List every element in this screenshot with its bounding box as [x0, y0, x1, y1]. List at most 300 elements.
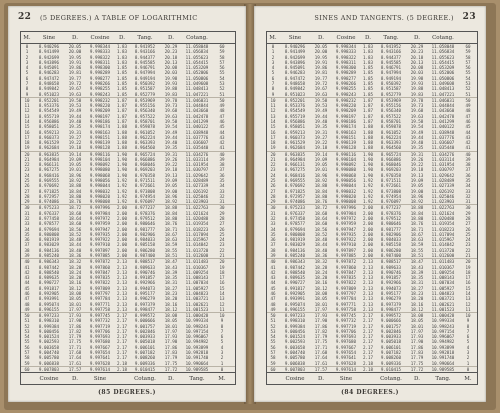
table-cell: 9.997745: [89, 313, 111, 319]
table-cell: 30: [465, 205, 471, 211]
table-cell: 10.994982: [431, 339, 455, 345]
table-cell: 11.001523: [185, 306, 209, 312]
table-cell: 18.43: [164, 264, 178, 270]
table-cell: 2.18: [362, 366, 374, 372]
table-cell: 0: [25, 44, 29, 49]
table-cell: 8.985240: [284, 252, 306, 258]
table-cell: 9.997732: [335, 318, 357, 324]
table-cell: 2.17: [116, 339, 128, 345]
table-cell: 2.17: [116, 328, 128, 334]
table-cell: 8.973808: [380, 188, 402, 194]
table-cell: 17.57: [314, 366, 328, 372]
table-cell: 37: [270, 242, 276, 248]
table-cell: 11.007034: [185, 280, 209, 286]
table-cell: 8.976337: [38, 210, 60, 216]
table-cell: 11.029642: [185, 172, 209, 178]
table-cell: 11.029642: [431, 172, 455, 178]
table-cell: 8.941499: [38, 49, 60, 55]
table-cell: 9.998032: [89, 188, 111, 194]
table-cell: 9.997860: [89, 264, 111, 270]
table-cell: 8.992905: [38, 290, 60, 296]
table-cell: 1.88: [116, 134, 128, 140]
table-cell: 31: [465, 199, 471, 205]
table-cell: 19.44: [410, 134, 424, 140]
table-cell: 11.010367: [431, 264, 455, 270]
table-cell: 4: [466, 344, 470, 350]
table-cell: 8.995074: [284, 301, 306, 307]
table-cell: 11.014842: [431, 242, 455, 248]
table-cell: 8.989633: [134, 264, 156, 270]
table-cell: 6: [220, 334, 224, 340]
table-cell: 18.35: [410, 275, 424, 281]
table-cell: 9.998151: [335, 134, 357, 140]
table-cell: 19.77: [314, 75, 328, 81]
table-cell: 18.20: [314, 275, 328, 281]
table-cell: 2.17: [116, 323, 128, 329]
table-cell: 10.990664: [431, 360, 455, 366]
table-cell: 8.943896: [284, 59, 306, 65]
table-cell: 1.83: [362, 49, 374, 55]
table-cell: 9.998266: [335, 80, 357, 86]
table-cell: 20: [270, 151, 276, 157]
table-cell: 17.79: [314, 334, 328, 340]
table-cell: 8.989633: [380, 264, 402, 270]
table-cell: 8.964560: [134, 145, 156, 151]
table-cell: 43: [465, 134, 471, 140]
table-cell: 8.941952: [380, 44, 402, 49]
table-cell: 9.003658: [38, 344, 60, 350]
table-cell: 11.015967: [185, 237, 209, 243]
table-cell: 15: [465, 285, 471, 291]
table-cell: 11.049608: [185, 80, 209, 86]
table-cell: 8.952201: [284, 97, 306, 103]
table-cell: 18.01: [314, 301, 328, 307]
table-cell: 51: [465, 91, 471, 97]
table-cell: 10.998243: [185, 323, 209, 329]
table-cell: 11.017094: [185, 231, 209, 237]
table-cell: 8.940296: [284, 44, 306, 49]
table-cell: 11.026192: [185, 188, 209, 194]
table-cell: 19: [270, 145, 276, 151]
table-cell: 11.023903: [185, 199, 209, 205]
table-cell: 45: [219, 124, 225, 130]
table-cell: 19.35: [68, 124, 82, 130]
table-cell: 2.13: [116, 280, 128, 286]
table-cell: 2.13: [362, 301, 374, 307]
table-cell: 1.87: [362, 113, 374, 119]
table-cell: 8.961529: [38, 140, 60, 146]
table-cell: 50: [219, 97, 225, 103]
table-cell: 9.004740: [38, 350, 60, 356]
table-cell: 2.13: [362, 296, 374, 302]
table-cell: 54: [465, 75, 471, 81]
table-cell: 11.011483: [185, 259, 209, 265]
table-cell: 9.998186: [335, 118, 357, 124]
table-cell: 8.972957: [284, 193, 306, 199]
table-cell: 36: [24, 237, 30, 243]
column-header: D.: [414, 375, 420, 382]
table-cell: 8.995177: [380, 290, 402, 296]
table-cell: 9.998300: [335, 65, 357, 71]
table-cell: 19.01: [314, 167, 328, 173]
table-cell: 2.00: [116, 210, 128, 216]
table-cell: 10.999334: [431, 318, 455, 324]
table-cell: 8.970692: [38, 183, 60, 189]
table-cell: 8.984033: [380, 237, 402, 243]
table-cell: 47: [24, 296, 30, 302]
table-cell: 9.997706: [335, 328, 357, 334]
table-cell: 9.007182: [380, 350, 402, 356]
table-cell: 8: [220, 323, 224, 329]
table-cell: 23: [219, 242, 225, 248]
table-cell: 18.20: [164, 296, 178, 302]
table-cell: 19.63: [410, 113, 424, 119]
table-cell: 23: [465, 242, 471, 248]
table-cell: 35: [270, 231, 276, 237]
column-header: Cotang.: [380, 375, 402, 382]
table-cell: 11.015967: [431, 237, 455, 243]
table-cell: 9.997784: [335, 296, 357, 302]
table-cell: 44: [24, 280, 30, 286]
table-cell: 8.977237: [134, 205, 156, 211]
table-cell: 8.980646: [134, 221, 156, 227]
table-cell: 9.997797: [335, 290, 357, 296]
column-header: D.: [365, 34, 371, 41]
table-cell: 54: [24, 334, 30, 340]
table-cell: 54: [270, 334, 276, 340]
table-cell: 19.35: [314, 124, 328, 130]
table-cell: 31: [219, 199, 225, 205]
table-cell: 8.984136: [38, 247, 60, 253]
table-cell: 2.13: [362, 259, 374, 265]
table-cell: 50: [24, 313, 30, 319]
table-cell: 1.83: [116, 59, 128, 65]
table-cell: 18.84: [68, 188, 82, 194]
table-cell: 8.945585: [380, 59, 402, 65]
table-cell: 19.44: [164, 134, 178, 140]
table-cell: 10.997154: [185, 328, 209, 334]
table-cell: 10: [219, 313, 225, 319]
table-cell: 18.84: [164, 210, 178, 216]
table-cell: 18.31: [164, 280, 178, 286]
table-cell: 10: [465, 313, 471, 319]
table-cell: 19.67: [68, 86, 82, 92]
table-cell: 48: [465, 108, 471, 114]
table-cell: 8.944377: [380, 54, 402, 60]
table-cell: 19.63: [164, 113, 178, 119]
table-cell: 14: [270, 118, 276, 124]
table-cell: 18.05: [410, 318, 424, 324]
table-cell: 18.68: [314, 210, 328, 216]
table-cell: 13: [270, 113, 276, 119]
table-cell: 9.997732: [89, 318, 111, 324]
table-cell: 8.985240: [38, 252, 60, 258]
table-cell: 29: [465, 210, 471, 216]
table-cell: 17.97: [68, 306, 82, 312]
table-cell: 35: [219, 178, 225, 184]
table-footer: [267, 372, 477, 384]
table-cell: 19.98: [164, 75, 178, 81]
table-cell: 20.08: [164, 65, 178, 71]
table-cell: 3: [25, 59, 29, 65]
table-cell: 8.995074: [38, 301, 60, 307]
table-cell: 8.943166: [134, 49, 156, 55]
table-cell: 5: [271, 70, 275, 76]
table-cell: 11.007034: [431, 280, 455, 286]
table-cell: 17.90: [410, 339, 424, 345]
table-cell: 13: [465, 296, 471, 302]
column-header: Tang.: [189, 375, 205, 382]
table-cell: 8.971825: [284, 188, 306, 194]
table-cell: 11.008143: [431, 275, 455, 281]
table-cell: 10.992818: [185, 350, 209, 356]
table-cell: 8.982906: [380, 231, 402, 237]
table-cell: 19.91: [68, 59, 82, 65]
table-cell: 11.034276: [185, 151, 209, 157]
table-cell: 18: [24, 140, 30, 146]
table-cell: 18.24: [68, 269, 82, 275]
table-cell: 1.90: [362, 151, 374, 157]
table-cell: 11.021624: [431, 210, 455, 216]
table-cell: 8.993991: [284, 296, 306, 302]
table-cell: 18.12: [68, 285, 82, 291]
table-cell: 19.09: [410, 178, 424, 184]
table-cell: 58: [465, 54, 471, 60]
table-cell: 9.997809: [89, 285, 111, 291]
table-cell: 8.951587: [134, 86, 156, 92]
table-cell: 18.05: [314, 296, 328, 302]
table-cell: 18.23: [410, 290, 424, 296]
table-cell: 8.946283: [38, 70, 60, 76]
table-cell: 1: [25, 49, 29, 55]
table-cell: 12: [270, 108, 276, 114]
table-cell: 17.82: [68, 328, 82, 334]
table-cell: 9.998163: [335, 129, 357, 135]
table-cell: 11.053209: [431, 65, 455, 71]
table-cell: 2.17: [362, 318, 374, 324]
table-cell: 1.83: [362, 44, 374, 49]
table-cell: 18.52: [314, 231, 328, 237]
table-cell: 11.041299: [431, 118, 455, 124]
table-cell: 8.982906: [134, 231, 156, 237]
table-cell: 19.49: [410, 129, 424, 135]
table-cell: 9.997996: [89, 205, 111, 211]
table-cell: 46: [24, 290, 30, 296]
table-cell: 9.998163: [89, 129, 111, 135]
table-cell: 1.85: [116, 91, 128, 97]
table-cell: 9.998056: [89, 178, 111, 184]
table-cell: 11.033114: [431, 156, 455, 162]
table-cell: 8.954549: [38, 108, 60, 114]
table-cell: 8.994073: [134, 285, 156, 291]
table-cell: 59: [219, 49, 225, 55]
table-cell: 34: [270, 226, 276, 232]
table-cell: 44: [465, 129, 471, 135]
table-cell: 19.91: [314, 59, 328, 65]
table-cell: 24: [219, 237, 225, 243]
table-cell: 20.13: [164, 59, 178, 65]
table-cell: 8.986280: [380, 247, 402, 253]
table-cell: 18.76: [410, 221, 424, 227]
table-cell: 9.997758: [89, 306, 111, 312]
table-cell: 9.997641: [335, 355, 357, 361]
table-cell: 52: [24, 323, 30, 329]
table-cell: 9.998020: [89, 193, 111, 199]
table-cell: 17.68: [68, 350, 82, 356]
table-cell: 1.92: [116, 178, 128, 184]
table-cell: 8.973808: [134, 188, 156, 194]
table-cell: 25: [465, 231, 471, 237]
table-cell: 12: [465, 301, 471, 307]
table-cell: 8.970358: [380, 172, 402, 178]
table-cell: 59: [270, 360, 276, 366]
table-cell: 19.00: [164, 188, 178, 194]
table-cell: 1.90: [116, 172, 128, 178]
table-cell: 8.972957: [38, 193, 60, 199]
table-cell: 9.998044: [89, 183, 111, 189]
table-cell: 20.05: [314, 44, 328, 49]
table-cell: 9.997947: [335, 226, 357, 232]
page-caption: (84 DEGREES.): [341, 389, 399, 396]
table-cell: 8.966131: [38, 162, 60, 168]
table-cell: 11.043660: [431, 108, 455, 114]
table-cell: 19.40: [164, 140, 178, 146]
table-cell: 6: [271, 75, 275, 81]
table-cell: 2.13: [116, 269, 128, 275]
table-cell: 9.005018: [134, 339, 156, 345]
table-cell: 9.998092: [89, 162, 111, 168]
table-cell: 9.997667: [335, 344, 357, 350]
table-cell: 19.49: [164, 129, 178, 135]
table-cell: 9.998008: [335, 199, 357, 205]
table-cell: 18.88: [410, 205, 424, 211]
table-cell: 15: [24, 124, 30, 130]
table-cell: 8.972661: [380, 183, 402, 189]
table-cell: 18.60: [68, 221, 82, 227]
table-cell: 19.72: [68, 80, 82, 86]
table-cell: 4: [25, 65, 29, 71]
table-cell: 7: [220, 328, 224, 334]
table-cell: 47: [270, 296, 276, 302]
table-cell: 11.048413: [185, 86, 209, 92]
table-cell: 8.997379: [380, 301, 402, 307]
table-cell: 9.997847: [335, 269, 357, 275]
table-cell: 18.67: [410, 231, 424, 237]
table-cell: 8.955719: [284, 113, 306, 119]
table-cell: 1.92: [362, 178, 374, 184]
table-cell: 11.037776: [431, 134, 455, 140]
table-cell: 11.048413: [431, 86, 455, 92]
table-cell: 19.78: [410, 97, 424, 103]
table-cell: 34: [24, 226, 30, 232]
table-cell: 17.93: [68, 313, 82, 319]
table-cell: 9.003933: [134, 334, 156, 340]
table-cell: 19.58: [314, 97, 328, 103]
table-cell: 15: [219, 285, 225, 291]
table-cell: 10.991740: [185, 355, 209, 361]
table-cell: 11.019354: [431, 221, 455, 227]
table-cell: 10.998243: [431, 323, 455, 329]
table-cell: 5: [220, 339, 224, 345]
table-cell: 8.962224: [380, 134, 402, 140]
table-cell: 8.987442: [38, 264, 60, 270]
table-cell: 8.981919: [284, 237, 306, 243]
table-cell: 11.056834: [185, 49, 209, 55]
table-cell: 8.952779: [134, 91, 156, 97]
table-cell: 18.40: [314, 247, 328, 253]
table-cell: 18.80: [68, 193, 82, 199]
table-cell: 18.40: [68, 247, 82, 253]
table-cell: 8.945091: [284, 65, 306, 71]
table-cell: 19.05: [164, 183, 178, 189]
table-cell: 18.12: [410, 306, 424, 312]
table-cell: 6: [466, 334, 470, 340]
table-cell: 1.90: [116, 156, 128, 162]
table-cell: 11.013720: [185, 247, 209, 253]
table-cell: 8.987400: [134, 252, 156, 258]
table-cell: 17.64: [314, 355, 328, 361]
table-cell: 11.010367: [185, 264, 209, 270]
column-header: Sine: [339, 375, 353, 382]
table-cell: 8.976097: [134, 199, 156, 205]
table-cell: 11.042478: [185, 113, 209, 119]
table-cell: 20: [24, 151, 30, 157]
table-cell: 20.13: [410, 59, 424, 65]
table-cell: 8.967275: [38, 167, 60, 173]
table-cell: 18.08: [410, 313, 424, 319]
table-cell: 8.947994: [134, 70, 156, 76]
table-cell: 19.22: [164, 162, 178, 168]
table-cell: 9.007803: [38, 366, 60, 372]
column-header: Tang.: [435, 375, 451, 382]
table-cell: 3: [271, 59, 275, 65]
table-cell: 10.996067: [431, 334, 455, 340]
table-cell: 20.00: [68, 49, 82, 55]
table-cell: 19.05: [68, 162, 82, 168]
table-cell: 9.006101: [134, 344, 156, 350]
table-cell: 18.20: [410, 296, 424, 302]
table-cell: 19.98: [410, 75, 424, 81]
table-cell: 1.92: [362, 188, 374, 194]
table-cell: 8.964984: [38, 156, 60, 162]
table-cell: 49: [219, 103, 225, 109]
table-cell: 1.83: [116, 54, 128, 60]
table-cell: 38: [465, 162, 471, 168]
table-cell: 10.997154: [431, 328, 455, 334]
table-cell: 9.998311: [89, 59, 111, 65]
table-cell: 11.011483: [431, 259, 455, 265]
table-cell: 19.54: [410, 124, 424, 130]
table-cell: 29: [24, 199, 30, 205]
table-cell: 8.950392: [134, 80, 156, 86]
table-cell: 10.989585: [431, 366, 455, 372]
table-cell: 9.998220: [335, 103, 357, 109]
table-cell: 13: [219, 296, 225, 302]
table-cell: 8.987400: [380, 252, 402, 258]
table-cell: 9.998344: [89, 44, 111, 49]
table-cell: 47: [465, 113, 471, 119]
table-cell: 11.034276: [431, 151, 455, 157]
column-header: D.: [414, 34, 420, 41]
table-cell: 8.979694: [284, 226, 306, 232]
table-cell: 24: [270, 172, 276, 178]
table-cell: 1.87: [362, 97, 374, 103]
table-cell: 2.17: [362, 350, 374, 356]
table-cell: 19.63: [68, 91, 82, 97]
table-cell: 8.945091: [38, 65, 60, 71]
table-cell: 26: [24, 183, 30, 189]
table-cell: 9.997860: [335, 264, 357, 270]
